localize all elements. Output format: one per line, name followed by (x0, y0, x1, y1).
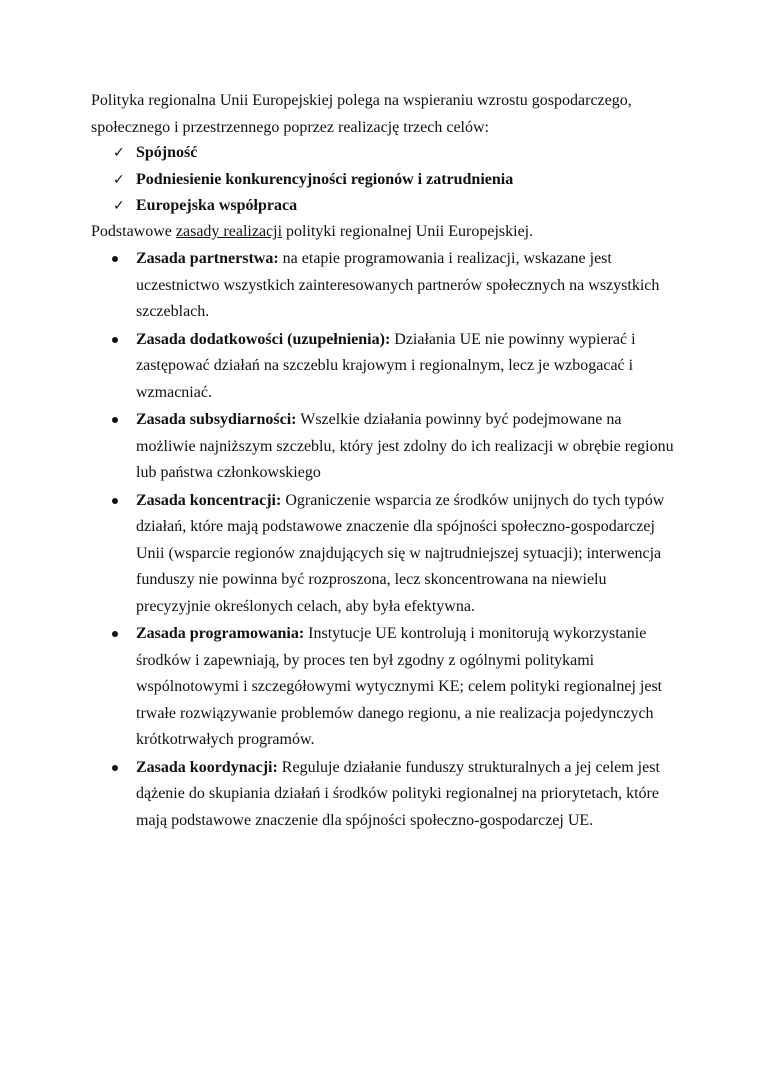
bullet-icon (112, 417, 118, 423)
check-icon: ✓ (113, 145, 125, 161)
check-icon: ✓ (113, 171, 125, 188)
goal-label: Spójność (136, 144, 198, 161)
goals-list (91, 140, 513, 220)
principle-title: Zasada koordynacji: (136, 758, 278, 776)
goal-label: Europejska współpraca (136, 197, 298, 214)
principle-item (91, 407, 676, 487)
principle-text: na etapie programowania i realizacji, wskazane jest uczestnictwo wszystkich zainteresowanych partnerów społecznych na wszystkich szczeblach. (136, 250, 660, 320)
principles-intro-before: Podstawowe (91, 223, 176, 240)
goal-item (91, 140, 513, 167)
principle-item (91, 621, 676, 754)
principle-title: Zasada dodatkowości (uzupełnienia): (136, 330, 391, 348)
principles-link[interactable]: zasady realizacji (175, 223, 283, 240)
principle-item (91, 246, 676, 326)
goal-item (91, 193, 513, 220)
principle-text: Instytucje UE kontrolują i monitorują wykorzystanie środków i zapewniają, by proces ten był zgodny z ogólnymi politykami wspólnotowymi i szczegółowymi wytycznymi KE; celem polityki regionalnej jest trwałe rozwiązywanie problemów danego regionu, a nie realizacja pojedynczych krótkotrwałych programów. (136, 625, 663, 748)
principle-title: Zasada partnerstwa: (136, 250, 279, 267)
bullet-icon (112, 631, 118, 637)
goal-item (91, 167, 513, 194)
principle-item (91, 488, 676, 621)
principle-item (91, 755, 676, 835)
principle-text: Działania UE nie powinny wypierać i zastępować działań na szczeblu krajowym i regionalnym, lecz je wzbogacać i wzmacniać. (136, 330, 636, 401)
goal-label: Podniesienie konkurencyjności regionów i zatrudnienia (136, 170, 514, 188)
bullet-icon (112, 765, 118, 771)
principle-text: Reguluje działanie funduszy strukturalnych a jej celem jest dążenie do skupiania działań i środków polityki regionalnej na priorytetach, które mają podstawowe znaczenie dla spójności społeczno-gospodarczej UE. (136, 758, 660, 829)
principle-text: Ograniczenie wsparcia ze środków unijnych do tych typów działań, które mają podstawowe znaczenie dla spójności społeczno-gospodarczej Unii (wsparcie regionów znajdujących się w najtrudniejszej sytuacji); interwencja funduszy nie powinna być rozproszona, lecz skoncentrowana na niewielu precyzyjnie określonych celach, aby była efektywna. (136, 491, 665, 615)
check-icon: ✓ (113, 198, 125, 214)
principles-list (91, 246, 676, 835)
bullet-icon (112, 337, 118, 343)
principle-title: Zasada programowania: (136, 625, 305, 642)
principles-intro-after: polityki regionalnej Unii Europejskiej. (282, 223, 534, 240)
principle-title: Zasada subsydiarności: (136, 411, 297, 428)
intro-paragraph: Polityka regionalna Unii Europejskiej polega na wspieraniu wzrostu gospodarczego, społecznego i przestrzennego poprzez realizację trzech celów: (91, 92, 632, 136)
principles-intro (91, 219, 533, 246)
bullet-icon (112, 498, 118, 504)
principle-title: Zasada koncentracji: (136, 491, 282, 509)
bullet-icon (112, 256, 118, 262)
principle-item (91, 327, 676, 407)
principle-text: Wszelkie działania powinny być podejmowane na możliwie najniższym szczeblu, który jest zdolny do ich realizacji w obrębie regionu lub państwa członkowskiego (136, 411, 674, 481)
